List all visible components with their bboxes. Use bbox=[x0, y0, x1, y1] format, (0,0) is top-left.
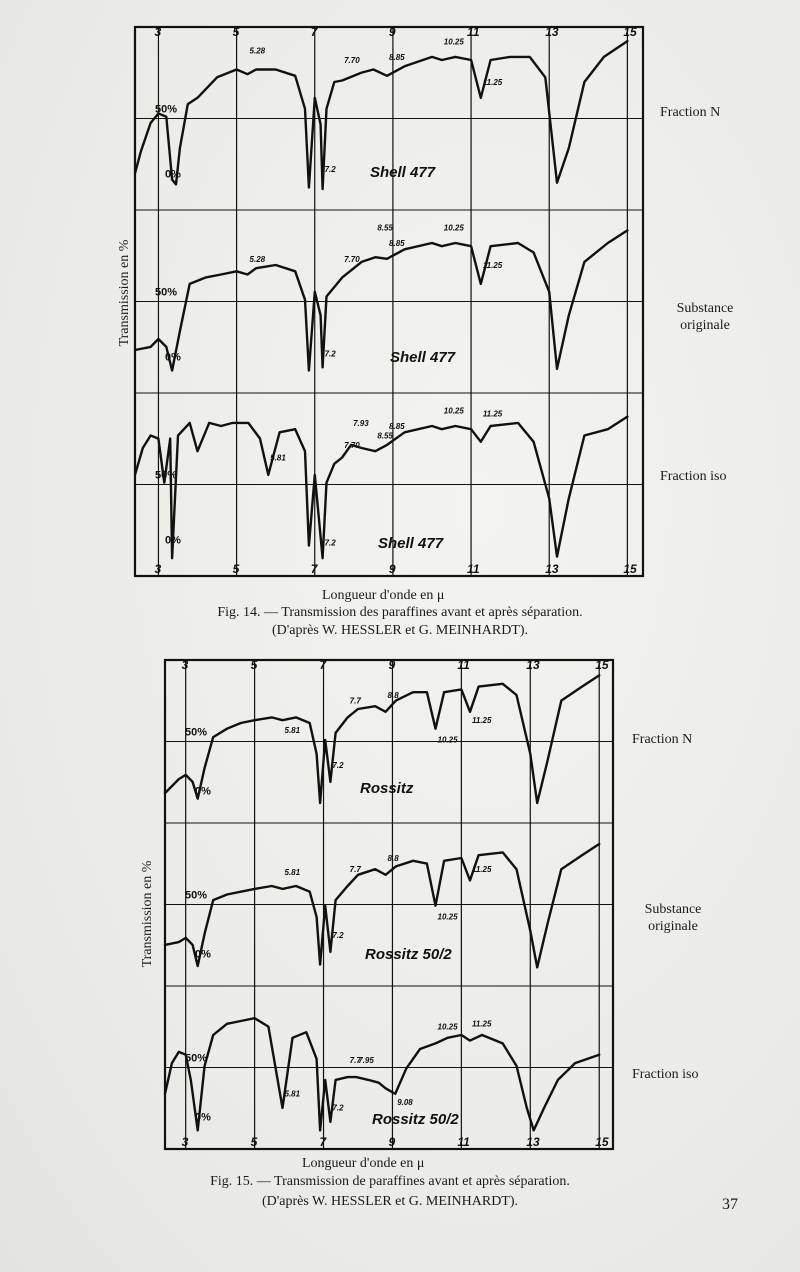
peak-label: 7.2 bbox=[324, 164, 336, 174]
figure-15-panel-label-1: Fraction N bbox=[632, 732, 693, 747]
bottom-tick-label: 5 bbox=[250, 1135, 258, 1149]
peak-label: 11.25 bbox=[471, 716, 492, 726]
bottom-tick-label: 7 bbox=[319, 1135, 327, 1149]
bottom-tick-label: 13 bbox=[526, 1135, 540, 1149]
top-tick-label: 15 bbox=[595, 658, 609, 672]
figure-15-caption-line-1: Fig. 15. — Transmission de paraffines avant et après séparation. bbox=[210, 1174, 570, 1189]
peak-label: 8.55 bbox=[377, 223, 393, 233]
peak-label: 7.7 bbox=[349, 865, 361, 875]
peak-label: 10.25 bbox=[437, 912, 458, 922]
peak-label: 8.55 bbox=[377, 431, 393, 441]
percent-50-label: 50% bbox=[185, 1052, 208, 1065]
peak-label: 7.2 bbox=[324, 349, 336, 359]
figure-15-x-axis-label: Longueur d'onde en μ bbox=[302, 1156, 425, 1171]
peak-label: 10.25 bbox=[437, 735, 458, 745]
peak-label: 8.85 bbox=[389, 239, 405, 249]
peak-label: 7.7 bbox=[349, 1056, 361, 1066]
figure-14-y-axis-label: Transmission en % bbox=[117, 239, 132, 347]
peak-label: 7.70 bbox=[344, 254, 360, 264]
bottom-tick-label: 13 bbox=[545, 562, 559, 576]
peak-label: 11.25 bbox=[482, 78, 503, 88]
peak-label: 10.25 bbox=[437, 1022, 458, 1032]
bottom-tick-label: 9 bbox=[388, 562, 396, 576]
figure-14-caption-line-2: (D'après W. HESSLER et G. MEINHARDT). bbox=[271, 623, 529, 638]
percent-0-label: 0% bbox=[165, 351, 181, 364]
bottom-tick-label: 5 bbox=[232, 562, 240, 576]
peak-label: 5.81 bbox=[270, 453, 286, 463]
peak-label: 7.2 bbox=[332, 1103, 344, 1113]
figure-14-caption-line-1: Fig. 14. — Transmission des paraffines avant et après séparation. bbox=[217, 605, 583, 620]
bottom-tick-label: 11 bbox=[467, 562, 480, 576]
peak-label: 10.25 bbox=[443, 406, 464, 416]
peak-label: 5.28 bbox=[249, 46, 266, 56]
top-tick-label: 5 bbox=[250, 658, 258, 672]
peak-label: 11.25 bbox=[471, 865, 492, 875]
figure-15-panel-label-3: Fraction iso bbox=[632, 1067, 699, 1082]
percent-0-label: 0% bbox=[165, 534, 181, 547]
peak-label: 7.7 bbox=[349, 696, 361, 706]
peak-label: 5.81 bbox=[284, 1089, 301, 1099]
bottom-tick-label: 3 bbox=[181, 1135, 189, 1149]
figure-14-panel-label-2: Substance originale bbox=[676, 301, 734, 333]
peak-label: 7.95 bbox=[358, 1056, 374, 1066]
bottom-tick-label: 15 bbox=[623, 562, 637, 576]
top-tick-label: 7 bbox=[319, 658, 327, 672]
sample-name: Shell 477 bbox=[378, 535, 444, 552]
peak-label: 5.81 bbox=[284, 867, 301, 877]
peak-label: 7.70 bbox=[344, 441, 360, 451]
sample-name: Shell 477 bbox=[370, 164, 436, 181]
peak-label: 8.85 bbox=[389, 422, 405, 432]
figure-15-caption-line-2: (D'après W. HESSLER et G. MEINHARDT). bbox=[261, 1194, 519, 1209]
percent-50-label: 50% bbox=[185, 889, 208, 902]
peak-label: 11.25 bbox=[482, 409, 503, 419]
percent-0-label: 0% bbox=[195, 948, 211, 961]
percent-50-label: 50% bbox=[155, 103, 178, 116]
peak-label: 8.8 bbox=[387, 853, 399, 863]
top-tick-label: 11 bbox=[457, 658, 470, 672]
percent-50-label: 50% bbox=[155, 286, 178, 299]
top-tick-label: 7 bbox=[310, 25, 318, 39]
peak-label: 11.25 bbox=[482, 261, 503, 271]
percent-0-label: 0% bbox=[195, 1111, 211, 1124]
top-tick-label: 15 bbox=[623, 25, 637, 39]
top-tick-label: 3 bbox=[154, 25, 162, 39]
figure-15-y-axis-label: Transmission en % bbox=[140, 860, 155, 968]
peak-label: 7.2 bbox=[332, 760, 344, 770]
percent-50-label: 50% bbox=[185, 726, 208, 739]
sample-name: Rossitz bbox=[360, 780, 414, 797]
percent-0-label: 0% bbox=[165, 168, 181, 181]
peak-label: 5.28 bbox=[249, 254, 266, 264]
bottom-tick-label: 9 bbox=[388, 1135, 396, 1149]
peak-label: 10.25 bbox=[443, 37, 464, 47]
top-tick-label: 9 bbox=[388, 25, 396, 39]
top-tick-label: 13 bbox=[545, 25, 559, 39]
peak-label: 9.08 bbox=[397, 1098, 413, 1108]
figure-15 bbox=[0, 650, 800, 1272]
figure-14-x-axis-label: Longueur d'onde en μ bbox=[322, 588, 445, 603]
figure-14-panel-label-3: Fraction iso bbox=[660, 469, 727, 484]
peak-label: 8.85 bbox=[389, 53, 405, 63]
percent-0-label: 0% bbox=[195, 785, 211, 798]
top-tick-label: 13 bbox=[526, 658, 540, 672]
sample-name: Rossitz 50/2 bbox=[365, 946, 452, 963]
peak-label: 7.2 bbox=[332, 930, 344, 940]
top-tick-label: 3 bbox=[181, 658, 189, 672]
peak-label: 8.8 bbox=[387, 690, 399, 700]
top-tick-label: 5 bbox=[232, 25, 240, 39]
bottom-tick-label: 3 bbox=[154, 562, 162, 576]
figure-15-panel-label-2: Substance originale bbox=[644, 902, 702, 934]
spectrum-line bbox=[135, 230, 627, 370]
peak-label: 10.25 bbox=[443, 223, 464, 233]
peak-label: 7.2 bbox=[324, 538, 336, 548]
top-tick-label: 11 bbox=[467, 25, 480, 39]
peak-label: 5.81 bbox=[284, 725, 301, 735]
sample-name: Rossitz 50/2 bbox=[372, 1111, 459, 1128]
top-tick-label: 9 bbox=[388, 658, 396, 672]
peak-label: 11.25 bbox=[471, 1019, 492, 1029]
sample-name: Shell 477 bbox=[390, 349, 456, 366]
percent-50-label: 50% bbox=[155, 469, 178, 482]
bottom-tick-label: 7 bbox=[310, 562, 318, 576]
bottom-tick-label: 11 bbox=[457, 1135, 470, 1149]
page-number: 37 bbox=[722, 1196, 738, 1213]
peak-label: 7.70 bbox=[344, 56, 360, 66]
peak-label: 7.93 bbox=[353, 419, 369, 429]
bottom-tick-label: 15 bbox=[595, 1135, 609, 1149]
figure-14-panel-label-1: Fraction N bbox=[660, 105, 721, 120]
